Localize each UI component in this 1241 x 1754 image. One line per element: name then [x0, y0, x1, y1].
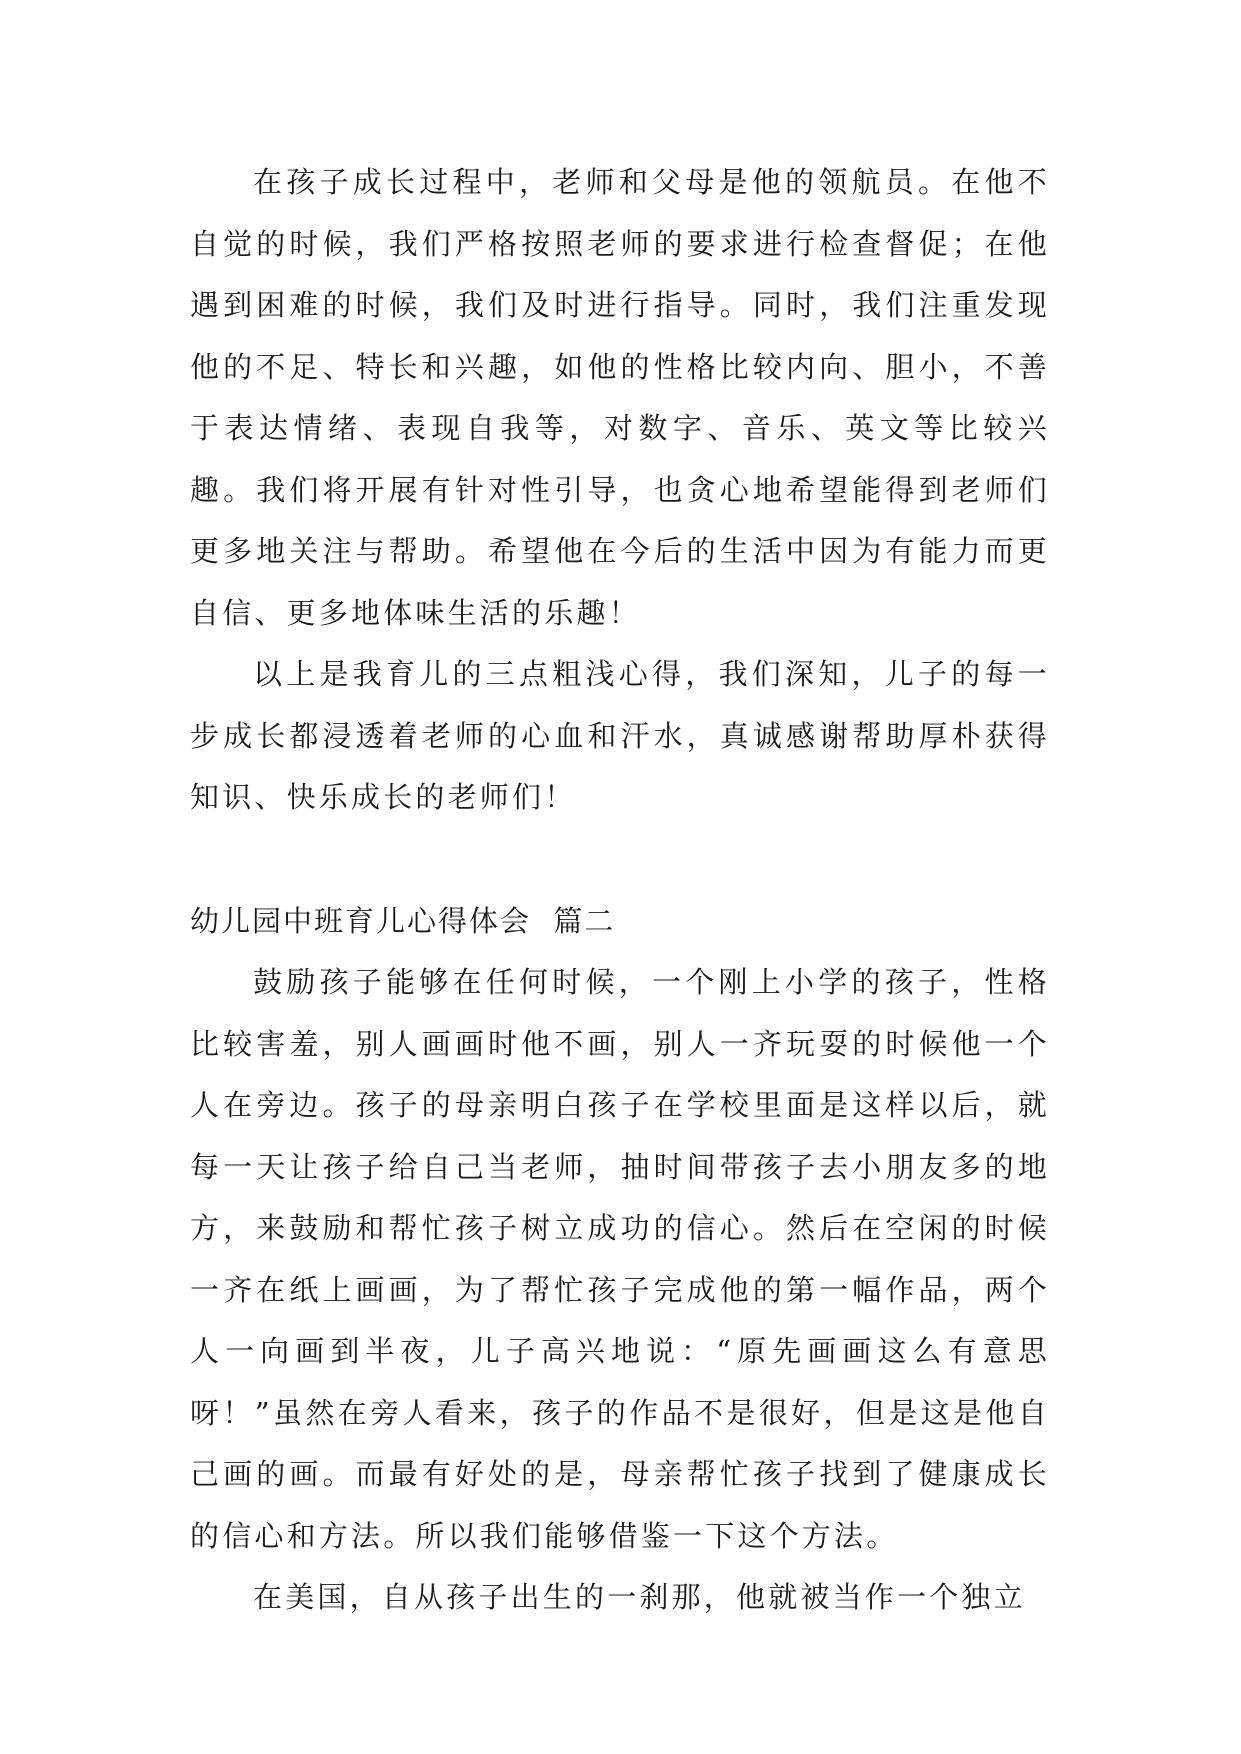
section-title: 幼儿园中班育儿心得体会 篇二 — [190, 903, 616, 938]
paragraph-gratitude: 以上是我育儿的三点粗浅心得，我们深知，儿子的每一步成长都浸透着老师的心血和汗水，真诚感谢帮助厚朴获得知识、快乐成长的老师们！ — [190, 657, 1050, 814]
document-page — [190, 152, 1050, 1629]
paragraph-encourage: 鼓励孩子能够在任何时候，一个刚上小学的孩子，性格比较害羞，别人画画时他不画，别人一齐玩耍的时候他一个人在旁边。孩子的母亲明白孩子在学校里面是这样以后，就每一天让孩子给自己当老师，抽时间带孩子去小朋友多的地方，来鼓励和帮忙孩子树立成功的信心。然后在空闲的时候一齐在纸上画画，为了帮忙孩子完成他的第一幅作品，两个人一向画到半夜，儿子高兴地说：“原先画画这么有意思呀！”虽然在旁人看来，孩子的作品不是很好，但是这是他自己画的画。而最有好处的是，母亲帮忙孩子找到了健康成长的信心和方法。所以我们能够借鉴一下这个方法。 — [190, 965, 1050, 1553]
paragraph-america: 在美国，自从孩子出生的一刹那，他就被当作一个独立 — [253, 1580, 1026, 1614]
paragraph-navigator: 在孩子成长过程中，老师和父母是他的领航员。在他不自觉的时候，我们严格按照老师的要求进行检查督促；在他遇到困难的时候，我们及时进行指导。同时，我们注重发现他的不足、特长和兴趣，如他的性格比较内向、胆小，不善于表达情绪、表现自我等，对数字、音乐、英文等比较兴趣。我们将开展有针对性引导，也贪心地希望能得到老师们更多地关注与帮助。希望他在今后的生活中因为有能力而更自信、更多地体味生活的乐趣！ — [190, 165, 1050, 630]
section-spacer — [190, 829, 1050, 891]
